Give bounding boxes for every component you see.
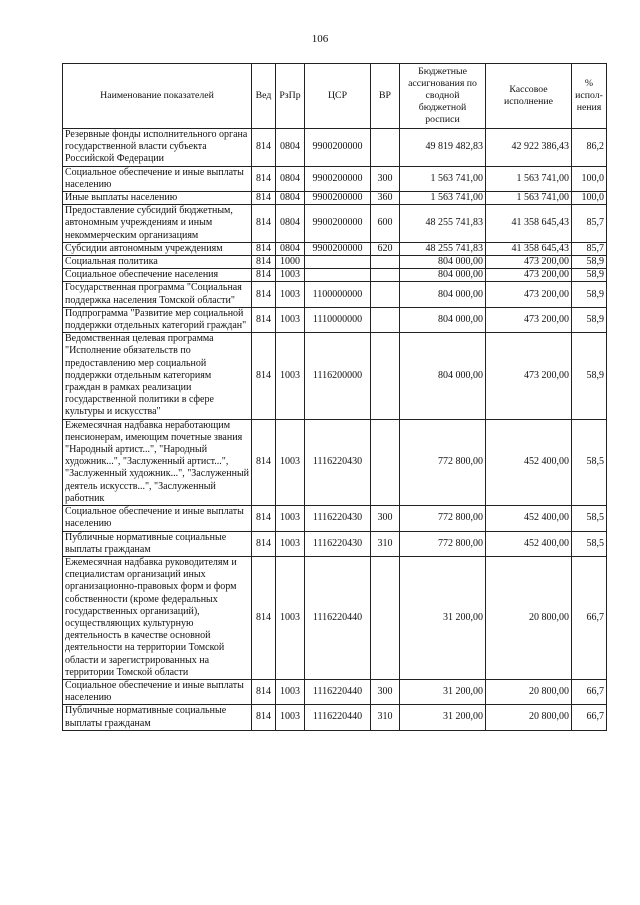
cell-name: Резервные фонды исполнительного органа государственной власти субъекта Российской Федерации	[63, 129, 252, 167]
cell-pct: 86,2	[572, 129, 607, 167]
cell-vr	[371, 256, 400, 269]
cell-vr: 310	[371, 531, 400, 556]
page-number: 106	[311, 33, 329, 45]
cell-rzpr: 0804	[276, 129, 305, 167]
cell-rzpr: 1003	[276, 531, 305, 556]
cell-name: Государственная программа "Социальная поддержка населения Томской области"	[63, 282, 252, 307]
cell-ved: 814	[252, 269, 276, 282]
table-row	[63, 282, 607, 307]
cell-pct: 85,7	[572, 242, 607, 255]
cell-name: Ведомственная целевая программа "Исполнение обязательств по предоставлению мер социальной поддержки отдельным категориям граждан в рамках реализации государственной политики в сфере культуры и искусства"	[63, 333, 252, 419]
cell-vr	[371, 282, 400, 307]
cell-cash: 41 358 645,43	[486, 242, 572, 255]
header-rzpr: РзПр	[276, 64, 305, 129]
cell-name: Публичные нормативные социальные выплаты гражданам	[63, 705, 252, 730]
cell-name: Публичные нормативные социальные выплаты гражданам	[63, 531, 252, 556]
cell-vr: 300	[371, 166, 400, 191]
cell-rzpr: 1000	[276, 256, 305, 269]
cell-csr: 1116220430	[305, 531, 371, 556]
cell-budget: 1 563 741,00	[400, 166, 486, 191]
cell-cash: 42 922 386,43	[486, 129, 572, 167]
cell-name: Ежемесячная надбавка руководителям и специалистам организаций иных организационно-правовых форм и форм собственности (кроме федеральных государственных организаций), осуществляющих культурную деятельность в качестве основной деятельности на территории Томской области и зарегистрированных на территории Томской области	[63, 556, 252, 679]
cell-ved: 814	[252, 556, 276, 679]
cell-rzpr: 1003	[276, 419, 305, 505]
table-row	[63, 705, 607, 730]
cell-cash: 452 400,00	[486, 506, 572, 531]
table-row	[63, 205, 607, 243]
cell-csr: 9900200000	[305, 242, 371, 255]
table-row	[63, 333, 607, 419]
table-row	[63, 256, 607, 269]
cell-pct: 66,7	[572, 705, 607, 730]
cell-cash: 473 200,00	[486, 256, 572, 269]
table-row	[63, 531, 607, 556]
cell-rzpr: 1003	[276, 333, 305, 419]
cell-ved: 814	[252, 419, 276, 505]
cell-csr	[305, 269, 371, 282]
table-row	[63, 242, 607, 255]
cell-cash: 452 400,00	[486, 419, 572, 505]
table-row	[63, 192, 607, 205]
cell-budget: 48 255 741,83	[400, 242, 486, 255]
cell-budget: 31 200,00	[400, 679, 486, 704]
cell-pct: 58,9	[572, 333, 607, 419]
cell-ved: 814	[252, 205, 276, 243]
cell-pct: 58,5	[572, 506, 607, 531]
cell-vr	[371, 307, 400, 332]
cell-vr: 300	[371, 506, 400, 531]
cell-budget: 31 200,00	[400, 556, 486, 679]
table-header-row	[63, 64, 607, 129]
cell-pct: 58,9	[572, 282, 607, 307]
cell-pct: 58,9	[572, 307, 607, 332]
cell-pct: 100,0	[572, 166, 607, 191]
cell-ved: 814	[252, 307, 276, 332]
cell-cash: 473 200,00	[486, 282, 572, 307]
cell-name: Предоставление субсидий бюджетным, автономным учреждениям и иным некоммерческим организациям	[63, 205, 252, 243]
cell-cash: 20 800,00	[486, 556, 572, 679]
cell-ved: 814	[252, 129, 276, 167]
header-name: Наименование показателей	[63, 64, 252, 129]
cell-vr: 310	[371, 705, 400, 730]
cell-rzpr: 1003	[276, 679, 305, 704]
cell-budget: 804 000,00	[400, 282, 486, 307]
cell-budget: 772 800,00	[400, 531, 486, 556]
header-budget: Бюджетные ассигнования по сводной бюджетной росписи	[400, 64, 486, 129]
cell-cash: 20 800,00	[486, 679, 572, 704]
cell-budget: 804 000,00	[400, 333, 486, 419]
table-row	[63, 269, 607, 282]
cell-name: Иные выплаты населению	[63, 192, 252, 205]
cell-cash: 452 400,00	[486, 531, 572, 556]
cell-csr	[305, 256, 371, 269]
cell-csr: 1116220440	[305, 705, 371, 730]
cell-vr: 300	[371, 679, 400, 704]
table-row	[63, 506, 607, 531]
cell-csr: 1116220440	[305, 556, 371, 679]
cell-pct: 58,5	[572, 419, 607, 505]
cell-vr	[371, 333, 400, 419]
cell-csr: 9900200000	[305, 192, 371, 205]
cell-name: Социальное обеспечение и иные выплаты населению	[63, 679, 252, 704]
cell-ved: 814	[252, 333, 276, 419]
cell-rzpr: 1003	[276, 705, 305, 730]
cell-rzpr: 1003	[276, 282, 305, 307]
cell-cash: 473 200,00	[486, 333, 572, 419]
cell-name: Подпрограмма "Развитие мер социальной поддержки отдельных категорий граждан"	[63, 307, 252, 332]
cell-rzpr: 0804	[276, 166, 305, 191]
cell-budget: 804 000,00	[400, 269, 486, 282]
cell-csr: 1116220440	[305, 679, 371, 704]
cell-name: Ежемесячная надбавка неработающим пенсионерам, имеющим почетные звания "Народный артист...", "Народный художник...", "Заслуженный артист...", "Заслуженный художник...", "Заслуженный деятель искусств...", "Заслуженный работник	[63, 419, 252, 505]
table-row	[63, 129, 607, 167]
cell-name: Субсидии автономным учреждениям	[63, 242, 252, 255]
cell-rzpr: 1003	[276, 269, 305, 282]
cell-rzpr: 1003	[276, 556, 305, 679]
cell-pct: 66,7	[572, 556, 607, 679]
table-row	[63, 307, 607, 332]
header-csr: ЦСР	[305, 64, 371, 129]
table-row	[63, 556, 607, 679]
cell-vr	[371, 129, 400, 167]
header-ved: Вед	[252, 64, 276, 129]
cell-name: Социальное обеспечение и иные выплаты населению	[63, 166, 252, 191]
cell-ved: 814	[252, 282, 276, 307]
cell-ved: 814	[252, 506, 276, 531]
cell-vr: 600	[371, 205, 400, 243]
table-row	[63, 419, 607, 505]
cell-csr: 9900200000	[305, 166, 371, 191]
cell-pct: 100,0	[572, 192, 607, 205]
cell-csr: 1116200000	[305, 333, 371, 419]
cell-cash: 1 563 741,00	[486, 166, 572, 191]
cell-vr: 620	[371, 242, 400, 255]
cell-ved: 814	[252, 531, 276, 556]
cell-csr: 1100000000	[305, 282, 371, 307]
cell-csr: 1116220430	[305, 506, 371, 531]
cell-ved: 814	[252, 192, 276, 205]
cell-pct: 58,9	[572, 269, 607, 282]
cell-cash: 473 200,00	[486, 269, 572, 282]
cell-name: Социальная политика	[63, 256, 252, 269]
header-cash: Кассовое исполнение	[486, 64, 572, 129]
cell-csr: 9900200000	[305, 205, 371, 243]
cell-ved: 814	[252, 166, 276, 191]
cell-name: Социальное обеспечение населения	[63, 269, 252, 282]
cell-budget: 804 000,00	[400, 256, 486, 269]
cell-rzpr: 0804	[276, 242, 305, 255]
cell-ved: 814	[252, 705, 276, 730]
cell-rzpr: 0804	[276, 205, 305, 243]
table-row	[63, 679, 607, 704]
cell-cash: 473 200,00	[486, 307, 572, 332]
cell-budget: 49 819 482,83	[400, 129, 486, 167]
cell-vr	[371, 419, 400, 505]
cell-vr	[371, 269, 400, 282]
header-vr: ВР	[371, 64, 400, 129]
cell-csr: 9900200000	[305, 129, 371, 167]
cell-ved: 814	[252, 256, 276, 269]
budget-execution-table	[62, 63, 607, 731]
cell-rzpr: 1003	[276, 307, 305, 332]
cell-csr: 1110000000	[305, 307, 371, 332]
cell-pct: 66,7	[572, 679, 607, 704]
cell-rzpr: 1003	[276, 506, 305, 531]
cell-budget: 772 800,00	[400, 419, 486, 505]
cell-cash: 1 563 741,00	[486, 192, 572, 205]
cell-pct: 58,9	[572, 256, 607, 269]
cell-name: Социальное обеспечение и иные выплаты населению	[63, 506, 252, 531]
cell-pct: 85,7	[572, 205, 607, 243]
cell-pct: 58,5	[572, 531, 607, 556]
table-row	[63, 166, 607, 191]
cell-cash: 41 358 645,43	[486, 205, 572, 243]
cell-ved: 814	[252, 242, 276, 255]
cell-cash: 20 800,00	[486, 705, 572, 730]
cell-budget: 804 000,00	[400, 307, 486, 332]
cell-budget: 1 563 741,00	[400, 192, 486, 205]
cell-vr	[371, 556, 400, 679]
cell-rzpr: 0804	[276, 192, 305, 205]
cell-budget: 772 800,00	[400, 506, 486, 531]
cell-ved: 814	[252, 679, 276, 704]
cell-budget: 48 255 741,83	[400, 205, 486, 243]
cell-vr: 360	[371, 192, 400, 205]
cell-csr: 1116220430	[305, 419, 371, 505]
header-pct: % испол-нения	[572, 64, 607, 129]
cell-budget: 31 200,00	[400, 705, 486, 730]
